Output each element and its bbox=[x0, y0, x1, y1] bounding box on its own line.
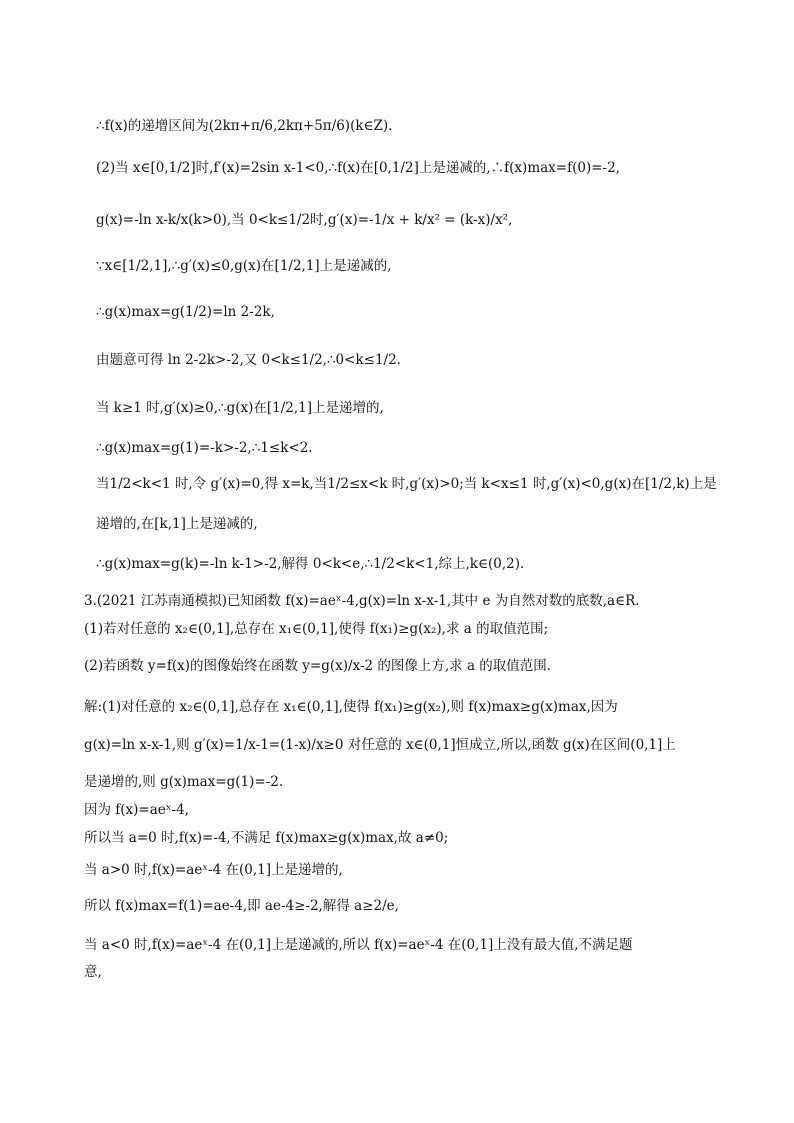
problem-3-part-1: (1)若对任意的 x₂∈(0,1],总存在 x₁∈(0,1],使得 f(x₁)≥g(x₂),求 a 的取值范围; bbox=[84, 621, 549, 637]
answer-line-4: 因为 f(x)=aeˣ-4, bbox=[84, 802, 189, 818]
solution-line-8: ∴g(x)max=g(1)=-k>-2,∴1≤k<2. bbox=[96, 440, 313, 456]
solution-line-2: (2)当 x∈[0,1/2]时,f′(x)=2sin x-1<0,∴f(x)在[0,1/2]上是递减的,∴f(x)max=f(0)=-2, bbox=[96, 160, 620, 176]
problem-3-statement: 3.(2021 江苏南通模拟)已知函数 f(x)=aeˣ-4,g(x)=ln x-x-1,其中 e 为自然对数的底数,a∈R. bbox=[84, 593, 640, 609]
solution-line-9: 当1/2<k<1 时,令 g′(x)=0,得 x=k,当1/2≤x<k 时,g′(x)>0;当 k<x≤1 时,g′(x)<0,g(x)在[1/2,k)上是 bbox=[96, 476, 717, 492]
solution-line-11: ∴g(x)max=g(k)=-ln k-1>-2,解得 0<k<e,∴1/2<k<1,综上,k∈(0,2). bbox=[96, 556, 525, 572]
solution-line-10: 递增的,在[k,1]上是递减的, bbox=[96, 516, 258, 532]
solution-line-1: ∴f(x)的递增区间为(2kπ+π/6,2kπ+5π/6)(k∈Z). bbox=[96, 118, 393, 134]
solution-line-3: g(x)=-ln x-k/x(k>0),当 0<k≤1/2时,g′(x)=-1/x + k/x² = (k-x)/x², bbox=[96, 212, 513, 228]
problem-3-part-2: (2)若函数 y=f(x)的图像始终在函数 y=g(x)/x-2 的图像上方,求 a 的取值范围. bbox=[84, 658, 552, 674]
answer-line-9: 意, bbox=[84, 964, 102, 980]
answer-line-7: 所以 f(x)max=f(1)=ae-4,即 ae-4≥-2,解得 a≥2/e, bbox=[84, 898, 399, 914]
answer-line-8: 当 a<0 时,f(x)=aeˣ-4 在(0,1]上是递减的,所以 f(x)=aeˣ-4 在(0,1]上没有最大值,不满足题 bbox=[84, 937, 633, 953]
solution-line-7: 当 k≥1 时,g′(x)≥0,∴g(x)在[1/2,1]上是递增的, bbox=[96, 400, 384, 416]
answer-line-6: 当 a>0 时,f(x)=aeˣ-4 在(0,1]上是递增的, bbox=[84, 862, 343, 878]
answer-line-5: 所以当 a=0 时,f(x)=-4,不满足 f(x)max≥g(x)max,故 a≠0; bbox=[84, 830, 449, 846]
answer-line-2: g(x)=ln x-x-1,则 g′(x)=1/x-1=(1-x)/x≥0 对任意的 x∈(0,1]恒成立,所以,函数 g(x)在区间(0,1]上 bbox=[84, 737, 676, 753]
solution-line-4: ∵x∈[1/2,1],∴g′(x)≤0,g(x)在[1/2,1]上是递减的, bbox=[96, 258, 392, 274]
answer-line-1: 解:(1)对任意的 x₂∈(0,1],总存在 x₁∈(0,1],使得 f(x₁)≥g(x₂),则 f(x)max≥g(x)max,因为 bbox=[84, 699, 618, 715]
solution-line-5: ∴g(x)max=g(1/2)=ln 2-2k, bbox=[96, 304, 275, 320]
answer-line-3: 是递增的,则 g(x)max=g(1)=-2. bbox=[84, 774, 284, 790]
solution-line-6: 由题意可得 ln 2-2k>-2,又 0<k≤1/2,∴0<k≤1/2. bbox=[96, 352, 401, 368]
